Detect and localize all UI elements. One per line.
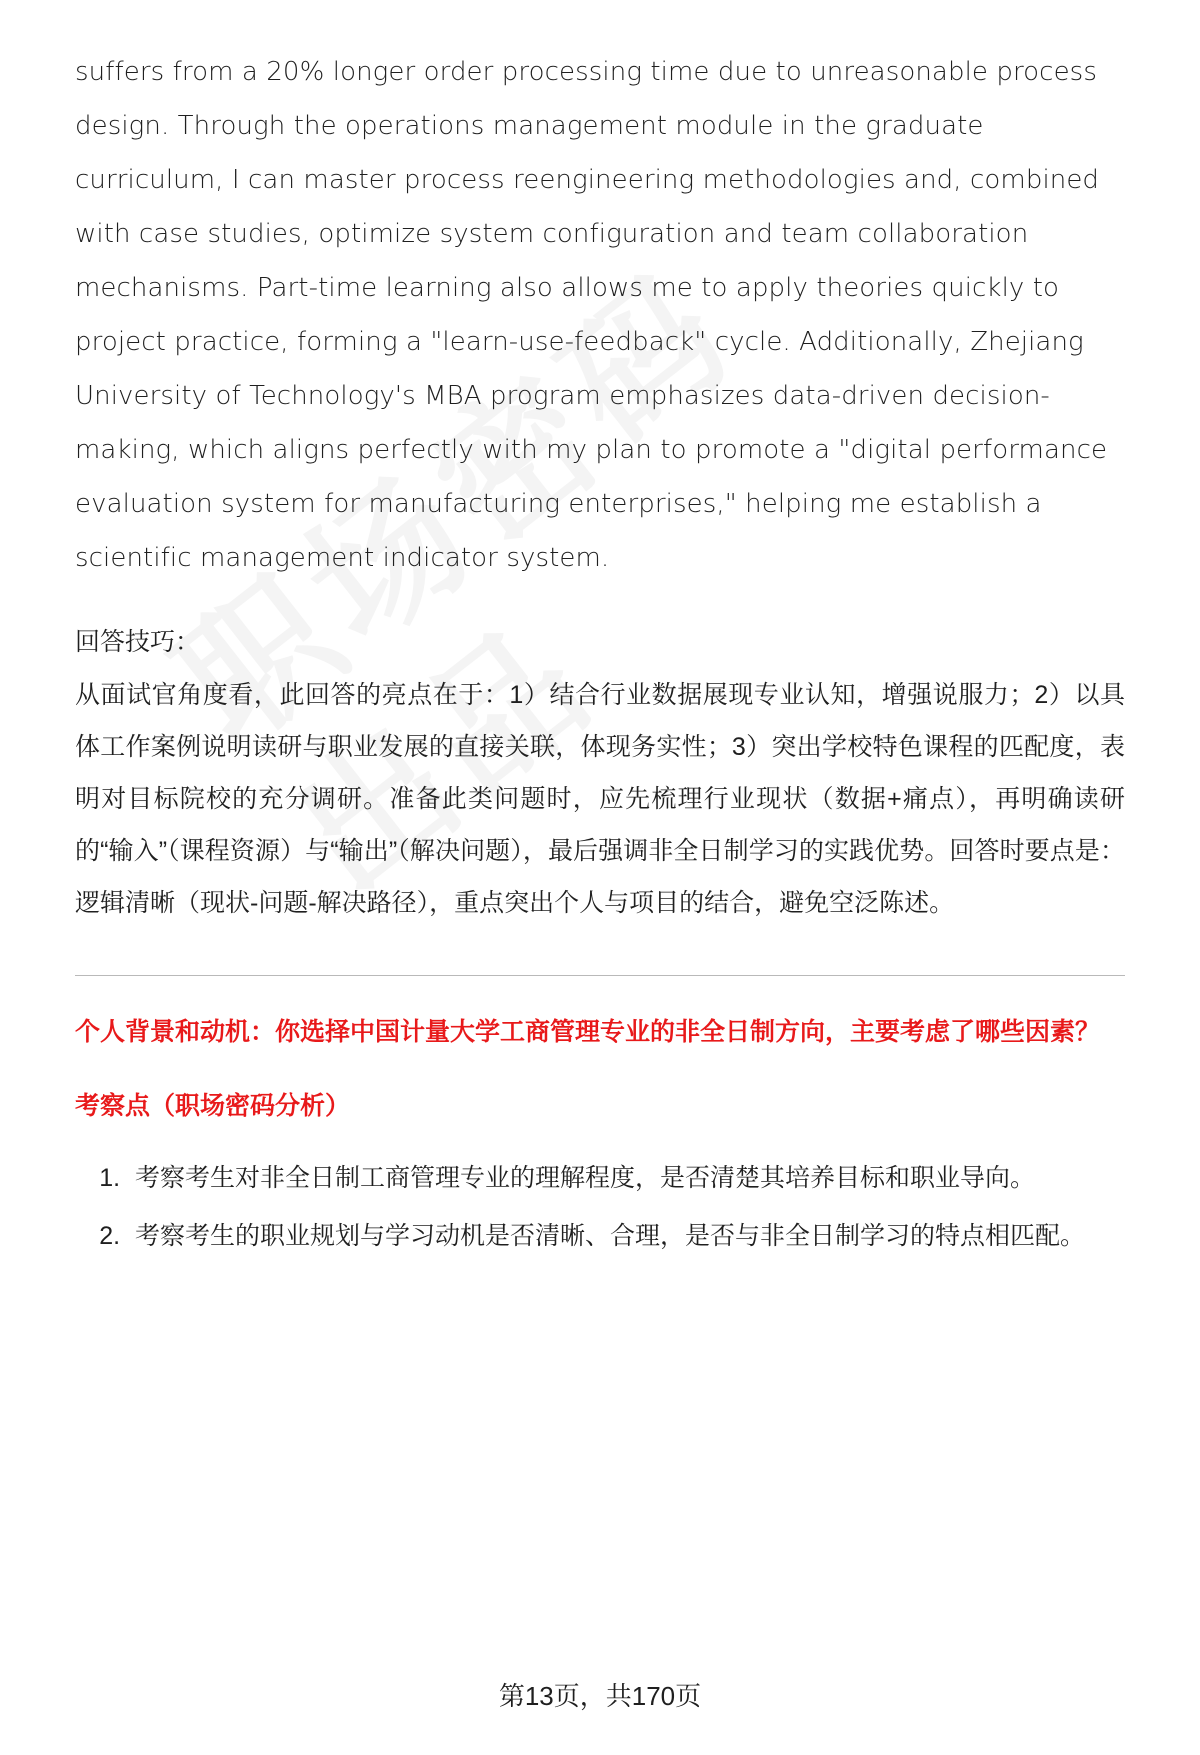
page-footer: 第13页，共170页 <box>498 1681 702 1711</box>
examination-point-list <box>75 1152 1125 1262</box>
body-paragraph-english: suffers from a 20% longer order processing time due to unreasonable process design. Through the operations management module in the graduate curriculum, I can master process reengineering methodologies and, combined with case studies, optimize system configuration and team collaboration mechanisms. Part-time learning also allows me to apply theories quickly to project practice, forming a "learn-use-feedback" cycle. Additionally, Zhejiang University of Technology's MBA program emphasizes data-driven decision-making, which aligns perfectly with my plan to promote a "digital performance evaluation system for manufacturing enterprises," helping me establish a scientific management indicator system. <box>75 57 1108 573</box>
page-content <box>75 45 1125 1268</box>
list-item: 1. 考察考生对非全日制工商管理专业的理解程度，是否清楚其培养目标和职业导向。 <box>127 1152 1125 1204</box>
tips-paragraph: 从面试官角度看，此回答的亮点在于：1）结合行业数据展现专业认知，增强说服力；2）以具体工作案例说明读研与职业发展的直接关联，体现务实性；3）突出学校特色课程的匹配度，表明对目标院校的充分调研。准备此类问题时，应先梳理行业现状（数据+痛点），再明确读研的“输入”（课程资源）与“输出”（解决问题），最后强调非全日制学习的实践优势。回答时要点是：逻辑清晰（现状-问题-解决路径），重点突出个人与项目的结合，避免空泛陈述。 <box>75 681 1125 917</box>
question-heading: 个人背景和动机：你选择中国计量大学工商管理专业的非全日制方向，主要考虑了哪些因素？ <box>75 1018 1101 1046</box>
section-divider <box>75 975 1125 976</box>
examination-point-heading: 考察点（职场密码分析） <box>75 1092 351 1120</box>
tips-label: 回答技巧： <box>75 628 201 656</box>
list-item: 2. 考察考生的职业规划与学习动机是否清晰、合理，是否与非全日制学习的特点相匹配。 <box>127 1210 1125 1262</box>
